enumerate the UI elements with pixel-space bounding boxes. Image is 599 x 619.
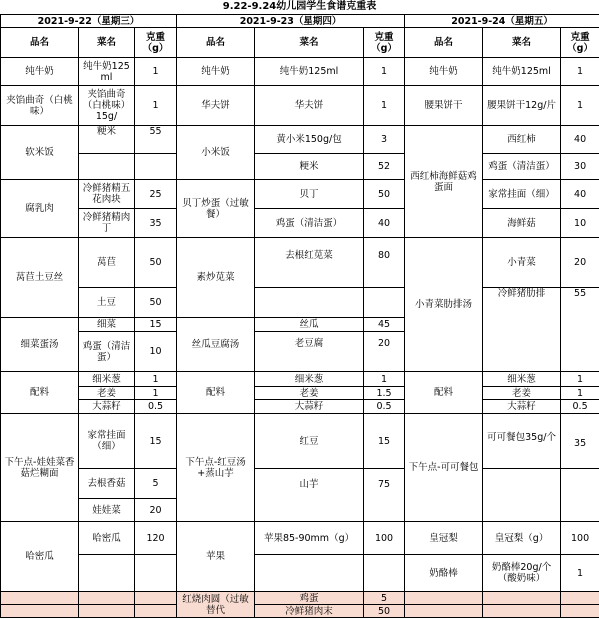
ingredient-cell <box>79 555 135 592</box>
weight-cell: 25 <box>135 180 177 209</box>
ingredient-cell <box>255 555 364 592</box>
dish-cell: 苹果 <box>177 522 255 592</box>
header-ingredient: 菜名 <box>483 28 561 58</box>
weight-cell: 1 <box>135 387 177 400</box>
ingredient-cell: 皇冠梨（g） <box>483 522 561 555</box>
ingredient-cell: 粳米 <box>255 154 364 180</box>
weight-cell: 15 <box>135 318 177 332</box>
weight-cell: 1 <box>561 387 599 400</box>
ingredient-cell: 鸡蛋（清洁蛋） <box>483 154 561 180</box>
ingredient-cell: 细菜 <box>79 318 135 332</box>
weight-cell <box>561 469 599 522</box>
ingredient-cell: 娃娃菜 <box>79 499 135 522</box>
header-dish: 品名 <box>1 28 79 58</box>
empty-cell <box>135 605 177 618</box>
weight-cell: 5 <box>135 469 177 499</box>
ingredient-cell: 去根香菇 <box>79 469 135 499</box>
weight-cell: 10 <box>561 209 599 238</box>
ingredient-cell: 土豆 <box>79 288 135 318</box>
header-ingredient: 菜名 <box>255 28 364 58</box>
weight-cell: 1.5 <box>364 387 405 400</box>
weight-cell: 75 <box>364 469 405 522</box>
empty-cell <box>135 592 177 605</box>
ingredient-cell: 大蒜籽 <box>79 400 135 414</box>
empty-cell <box>483 605 561 618</box>
empty-cell <box>79 605 135 618</box>
ingredient-cell: 贝丁 <box>255 180 364 209</box>
weight-cell <box>135 555 177 592</box>
ingredient-cell <box>255 288 364 318</box>
ingredient-cell: 冷鲜猪肉末 <box>255 605 364 618</box>
ingredient-cell: 可可餐包35g/个 <box>483 414 561 469</box>
weight-cell: 3 <box>364 126 405 154</box>
dish-cell: 配料 <box>405 372 483 414</box>
ingredient-cell: 哈密瓜 <box>79 522 135 555</box>
weight-cell: 80 <box>364 238 405 288</box>
weight-cell: 1 <box>135 58 177 86</box>
weight-cell: 55 <box>561 288 599 372</box>
dish-cell: 莴苣土豆丝 <box>1 238 79 318</box>
ingredient-cell: 冷鲜猪精五花肉块 <box>79 180 135 209</box>
dish-cell: 丝瓜豆腐汤 <box>177 318 255 372</box>
weight-cell: 50 <box>364 180 405 209</box>
ingredient-cell: 大蒜籽 <box>255 400 364 414</box>
ingredient-cell <box>79 154 135 180</box>
ingredient-cell: 鸡蛋 <box>255 592 364 605</box>
dish-cell: 配料 <box>1 372 79 414</box>
dish-cell: 软米饭 <box>1 126 79 180</box>
weight-cell: 1 <box>135 86 177 126</box>
header-weight: 克重（g） <box>135 28 177 58</box>
weight-cell: 1 <box>561 555 599 592</box>
weight-cell: 50 <box>364 605 405 618</box>
date-day3: 2021-9-24（星期五） <box>405 15 599 28</box>
weight-cell: 40 <box>364 209 405 238</box>
weight-cell: 0.5 <box>561 400 599 414</box>
dish-cell: 小青菜肋排汤 <box>405 238 483 372</box>
dish-cell: 腐乳肉 <box>1 180 79 238</box>
ingredient-cell: 小青菜 <box>483 238 561 288</box>
dish-cell: 夹馅曲奇（白桃味） <box>1 86 79 126</box>
empty-cell <box>1 592 79 605</box>
ingredient-cell: 黄小米150g/包 <box>255 126 364 154</box>
weight-cell: 45 <box>364 318 405 332</box>
empty-cell <box>561 605 599 618</box>
ingredient-cell: 家常挂面（细） <box>483 180 561 209</box>
menu-table <box>0 14 599 618</box>
ingredient-cell: 纯牛奶125ml <box>255 58 364 86</box>
weight-cell: 50 <box>135 288 177 318</box>
dish-cell: 纯牛奶 <box>177 58 255 86</box>
ingredient-cell <box>483 469 561 522</box>
weight-cell: 1 <box>561 372 599 387</box>
weight-cell: 55 <box>135 126 177 154</box>
ingredient-cell: 山芋 <box>255 469 364 522</box>
dish-cell: 奶酪棒 <box>405 555 483 592</box>
weight-cell: 100 <box>561 522 599 555</box>
ingredient-cell: 苹果85-90mm（g） <box>255 522 364 555</box>
ingredient-cell: 老豆腐 <box>255 332 364 372</box>
weight-cell: 40 <box>561 126 599 154</box>
header-dish: 品名 <box>177 28 255 58</box>
weight-cell: 1 <box>364 372 405 387</box>
weight-cell <box>364 555 405 592</box>
dish-cell: 腰果饼干 <box>405 86 483 126</box>
weight-cell: 20 <box>135 499 177 522</box>
weight-cell: 0.5 <box>135 400 177 414</box>
header-weight: 克重（g） <box>364 28 405 58</box>
ingredient-cell: 纯牛奶125ml <box>483 58 561 86</box>
ingredient-cell: 家常挂面（细） <box>79 414 135 469</box>
weight-cell: 52 <box>364 154 405 180</box>
ingredient-cell: 奶酪棒20g/个（酸奶味） <box>483 555 561 592</box>
dish-cell: 华夫饼 <box>177 86 255 126</box>
empty-cell <box>79 592 135 605</box>
weight-cell: 15 <box>364 414 405 469</box>
dish-cell: 皇冠梨 <box>405 522 483 555</box>
ingredient-cell: 细米葱 <box>79 372 135 387</box>
empty-cell <box>405 605 483 618</box>
ingredient-cell: 鸡蛋（清洁蛋） <box>255 209 364 238</box>
weight-cell: 100 <box>364 522 405 555</box>
weight-cell: 1 <box>364 86 405 126</box>
empty-cell <box>483 592 561 605</box>
ingredient-cell: 老姜 <box>255 387 364 400</box>
dish-cell: 细菜蛋汤 <box>1 318 79 372</box>
ingredient-cell: 去根红苋菜 <box>255 238 364 288</box>
dish-cell: 下午点-可可餐包 <box>405 414 483 522</box>
weight-cell: 15 <box>135 414 177 469</box>
dish-cell: 哈密瓜 <box>1 522 79 592</box>
ingredient-cell: 大蒜籽 <box>483 400 561 414</box>
ingredient-cell: 华夫饼 <box>255 86 364 126</box>
ingredient-cell: 红豆 <box>255 414 364 469</box>
empty-cell <box>561 592 599 605</box>
weight-cell <box>364 288 405 318</box>
ingredient-cell: 丝瓜 <box>255 318 364 332</box>
dish-cell: 配料 <box>177 372 255 414</box>
weight-cell <box>135 154 177 180</box>
weight-cell: 40 <box>561 180 599 209</box>
ingredient-cell: 西红柿 <box>483 126 561 154</box>
empty-cell <box>1 605 79 618</box>
ingredient-cell: 老姜 <box>483 387 561 400</box>
dish-cell: 纯牛奶 <box>1 58 79 86</box>
weight-cell: 30 <box>561 154 599 180</box>
weight-cell: 120 <box>135 522 177 555</box>
ingredient-cell: 夹馅曲奇（白桃味）15g/ <box>79 86 135 126</box>
dish-cell: 小米饭 <box>177 126 255 180</box>
weight-cell: 20 <box>561 238 599 288</box>
weight-cell: 50 <box>135 238 177 288</box>
header-ingredient: 菜名 <box>79 28 135 58</box>
weight-cell: 1 <box>561 58 599 86</box>
date-day2: 2021-9-23（星期四） <box>177 15 405 28</box>
weight-cell: 10 <box>135 332 177 372</box>
weight-cell: 1 <box>364 58 405 86</box>
weight-cell: 35 <box>561 414 599 469</box>
page-title: 9.22-9.24幼儿园学生食谱克重表 <box>222 1 377 12</box>
dish-cell: 素炒苋菜 <box>177 238 255 318</box>
header-weight: 克重（g） <box>561 28 599 58</box>
ingredient-cell: 冷鲜猪精肉丁 <box>79 209 135 238</box>
dish-cell: 纯牛奶 <box>405 58 483 86</box>
weight-cell: 0.5 <box>364 400 405 414</box>
ingredient-cell: 腰果饼干12g/片 <box>483 86 561 126</box>
weight-cell: 1 <box>561 86 599 126</box>
date-day1: 2021-9-22（星期三） <box>1 15 177 28</box>
ingredient-cell: 细米葱 <box>483 372 561 387</box>
ingredient-cell: 细米葱 <box>255 372 364 387</box>
weight-cell: 20 <box>364 332 405 372</box>
dish-cell: 西红柿海鲜菇鸡蛋面 <box>405 126 483 238</box>
ingredient-cell: 纯牛奶125ml <box>79 58 135 86</box>
dish-cell: 下午点-红豆汤+蒸山芋 <box>177 414 255 522</box>
dish-cell: 红烧肉圆（过敏替代 <box>177 592 255 618</box>
ingredient-cell: 海鲜菇 <box>483 209 561 238</box>
ingredient-cell: 冷鲜猪肋排 <box>483 288 561 372</box>
weight-cell: 35 <box>135 209 177 238</box>
empty-cell <box>405 592 483 605</box>
dish-cell: 贝丁炒蛋（过敏餐） <box>177 180 255 238</box>
weight-cell: 5 <box>364 592 405 605</box>
ingredient-cell: 粳米 <box>79 126 135 154</box>
ingredient-cell: 鸡蛋（清洁蛋） <box>79 332 135 372</box>
ingredient-cell: 莴苣 <box>79 238 135 288</box>
weight-cell: 1 <box>135 372 177 387</box>
ingredient-cell: 老姜 <box>79 387 135 400</box>
dish-cell: 下午点-娃娃菜香菇烂糊面 <box>1 414 79 522</box>
header-dish: 品名 <box>405 28 483 58</box>
